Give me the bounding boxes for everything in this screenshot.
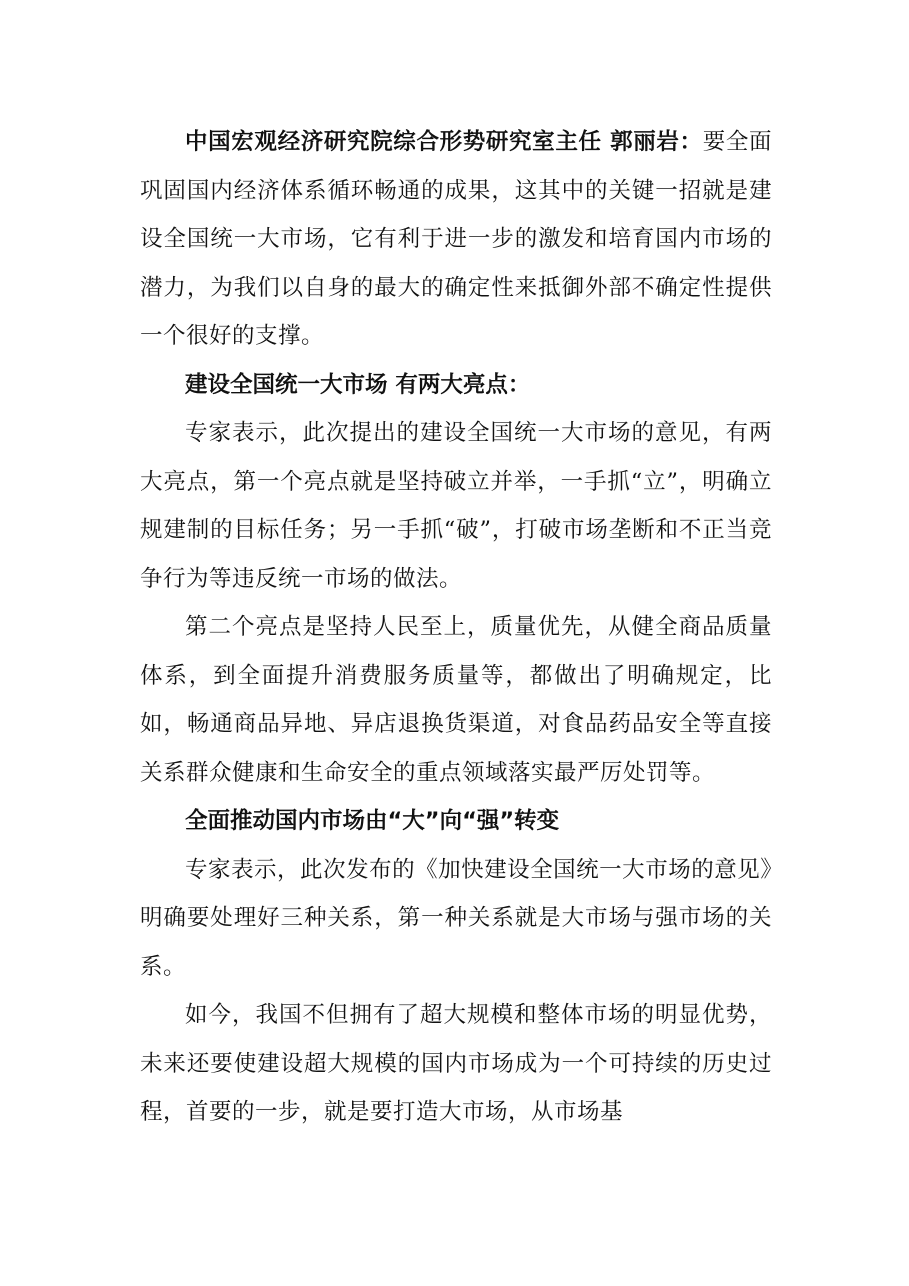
paragraph-speaker-quote bbox=[140, 118, 772, 361]
document-page bbox=[140, 118, 772, 1137]
paragraph-highlights-2: 第二个亮点是坚持人民至上，质量优先，从健全商品质量体系，到全面提升消费服务质量等，都做出了明确规定，比如，畅通商品异地、异店退换货渠道，对食品药品安全等直接关系群众健康和生命安全的重点领域落实最严厉处罚等。 bbox=[140, 614, 772, 786]
speaker-name: 中国宏观经济研究院综合形势研究室主任 郭丽岩： bbox=[185, 129, 703, 155]
section-heading-highlights: 建设全国统一大市场 有两大亮点： bbox=[185, 371, 531, 398]
paragraph-highlights-1: 专家表示，此次提出的建设全国统一大市场的意见，有两大亮点，第一个亮点就是坚持破立并举，一手抓“立”，明确立规建制的目标任务；另一手抓“破”，打破市场垄断和不正当竞争行为等违反统一市场的做法。 bbox=[140, 420, 772, 592]
speaker-quote-text: 要全面巩固国内经济体系循环畅通的成果，这其中的关键一招就是建设全国统一大市场，它有利于进一步的激发和培育国内市场的潜力，为我们以自身的最大的确定性来抵御外部不确定性提供一个很好的支撑。 bbox=[140, 129, 772, 349]
paragraph-relations: 专家表示，此次发布的《加快建设全国统一大市场的意见》明确要处理好三种关系，第一种关系就是大市场与强市场的关系。 bbox=[140, 856, 772, 980]
section-heading-big-to-strong: 全面推动国内市场由“大”向“强”转变 bbox=[185, 808, 560, 834]
paragraph-advantage: 如今，我国不但拥有了超大规模和整体市场的明显优势，未来还要使建设超大规模的国内市场成为一个可持续的历史过程，首要的一步，就是要打造大市场，从市场基 bbox=[140, 1002, 772, 1125]
